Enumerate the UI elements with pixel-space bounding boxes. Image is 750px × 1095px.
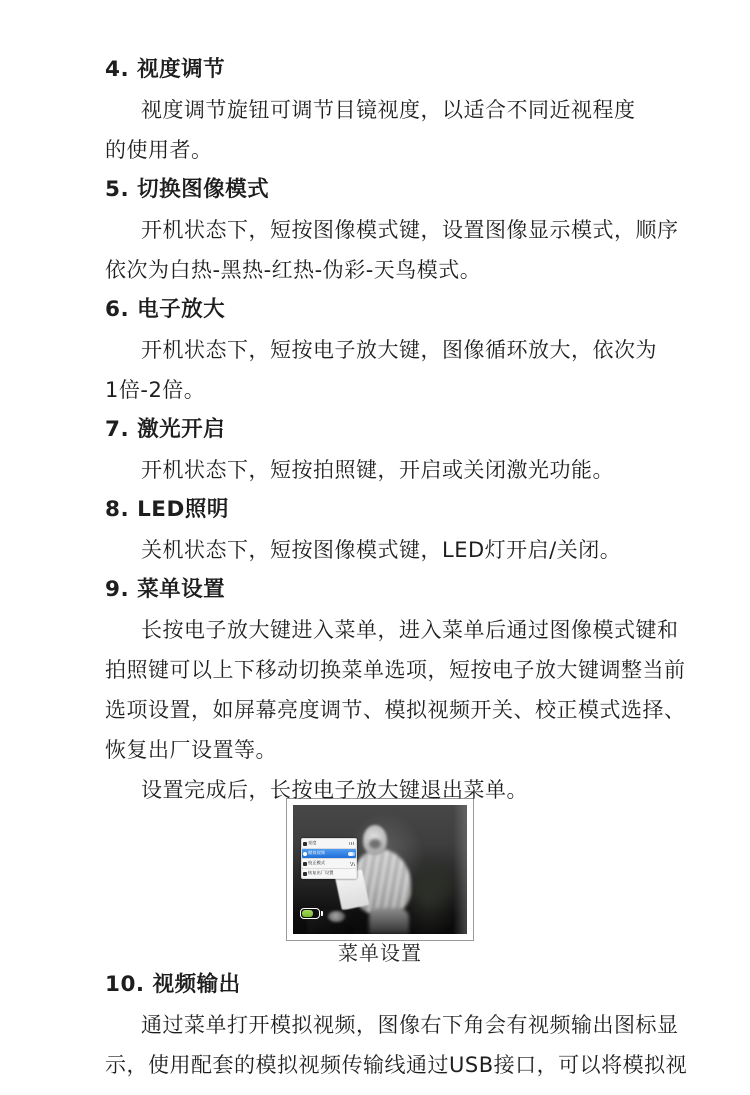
brightness-icon — [303, 842, 307, 846]
section-heading: 4. 视度调节 — [105, 57, 226, 82]
foreground-blob — [328, 911, 345, 922]
battery-fill — [302, 910, 313, 917]
person-face — [369, 839, 381, 849]
figure-frame — [286, 798, 474, 941]
body-line: 视度调节旋钮可调节目镜视度，以适合不同近视程度 — [141, 98, 636, 122]
osd-item-analog-video — [302, 849, 356, 858]
osd-item-factory-reset — [302, 869, 356, 878]
osd-menu — [301, 838, 357, 879]
section-heading: 10. 视频输出 — [105, 972, 241, 997]
osd-item-label: 校正模式 — [308, 860, 326, 866]
figure-caption: 菜单设置 — [338, 941, 422, 965]
section-diopter — [105, 50, 655, 170]
section-laser — [105, 410, 655, 490]
body-line: 恢复出厂设置等。 — [105, 738, 277, 762]
body-line: 1倍-2倍。 — [105, 378, 206, 402]
osd-item-calibration — [302, 859, 356, 868]
battery-icon — [300, 908, 320, 919]
body-line: 通过菜单打开模拟视频，图像右下角会有视频输出图标显 — [141, 1013, 679, 1037]
section-led — [105, 490, 655, 570]
section-heading: 8. LED照明 — [105, 497, 229, 522]
menu-settings-figure — [105, 798, 655, 965]
background-foliage — [411, 857, 455, 915]
thermal-screenshot — [293, 805, 467, 934]
body-line: 开机状态下，短按图像模式键，设置图像显示模式，顺序 — [141, 218, 679, 242]
brightness-level-icon — [349, 842, 355, 845]
section-heading: 7. 激光开启 — [105, 417, 226, 442]
person-legs — [369, 908, 409, 934]
analog-video-icon — [303, 852, 307, 856]
section-heading: 6. 电子放大 — [105, 297, 226, 322]
body-line: 开机状态下，短按拍照键，开启或关闭激光功能。 — [141, 458, 614, 482]
section-digital-zoom — [105, 290, 655, 410]
section-heading: 9. 菜单设置 — [105, 577, 226, 602]
toggle-icon — [348, 852, 355, 856]
osd-item-label: 亮度 — [308, 840, 317, 846]
osd-item-label: 模拟视频 — [308, 850, 326, 856]
body-line: 设置完成后，长按电子放大键退出菜单。 — [141, 778, 528, 802]
section-menu-settings — [105, 570, 686, 810]
body-line: 拍照键可以上下移动切换菜单选项，短按电子放大键调整当前 — [105, 658, 686, 682]
factory-reset-icon — [303, 872, 307, 876]
osd-item-brightness — [302, 839, 356, 848]
osd-item-label: 恢复出厂设置 — [308, 870, 334, 876]
mode-indicator-icon — [350, 862, 355, 866]
body-line: 关机状态下，短按图像模式键，LED灯开启/关闭。 — [141, 538, 622, 562]
section-video-output — [105, 965, 688, 1085]
body-line: 的使用者。 — [105, 138, 213, 162]
body-line: 示，使用配套的模拟视频传输线通过USB接口，可以将模拟视 — [105, 1053, 688, 1077]
battery-nub — [321, 911, 323, 916]
body-line: 选项设置，如屏幕亮度调节、模拟视频开关、校正模式选择、 — [105, 698, 686, 722]
body-line: 长按电子放大键进入菜单，进入菜单后通过图像模式键和 — [141, 618, 679, 642]
body-line: 开机状态下，短按电子放大键，图像循环放大，依次为 — [141, 338, 657, 362]
body-line: 依次为白热-黑热-红热-伪彩-天鸟模式。 — [105, 258, 482, 282]
section-image-mode — [105, 170, 679, 290]
calibration-icon — [303, 862, 307, 866]
section-heading: 5. 切换图像模式 — [105, 177, 270, 202]
